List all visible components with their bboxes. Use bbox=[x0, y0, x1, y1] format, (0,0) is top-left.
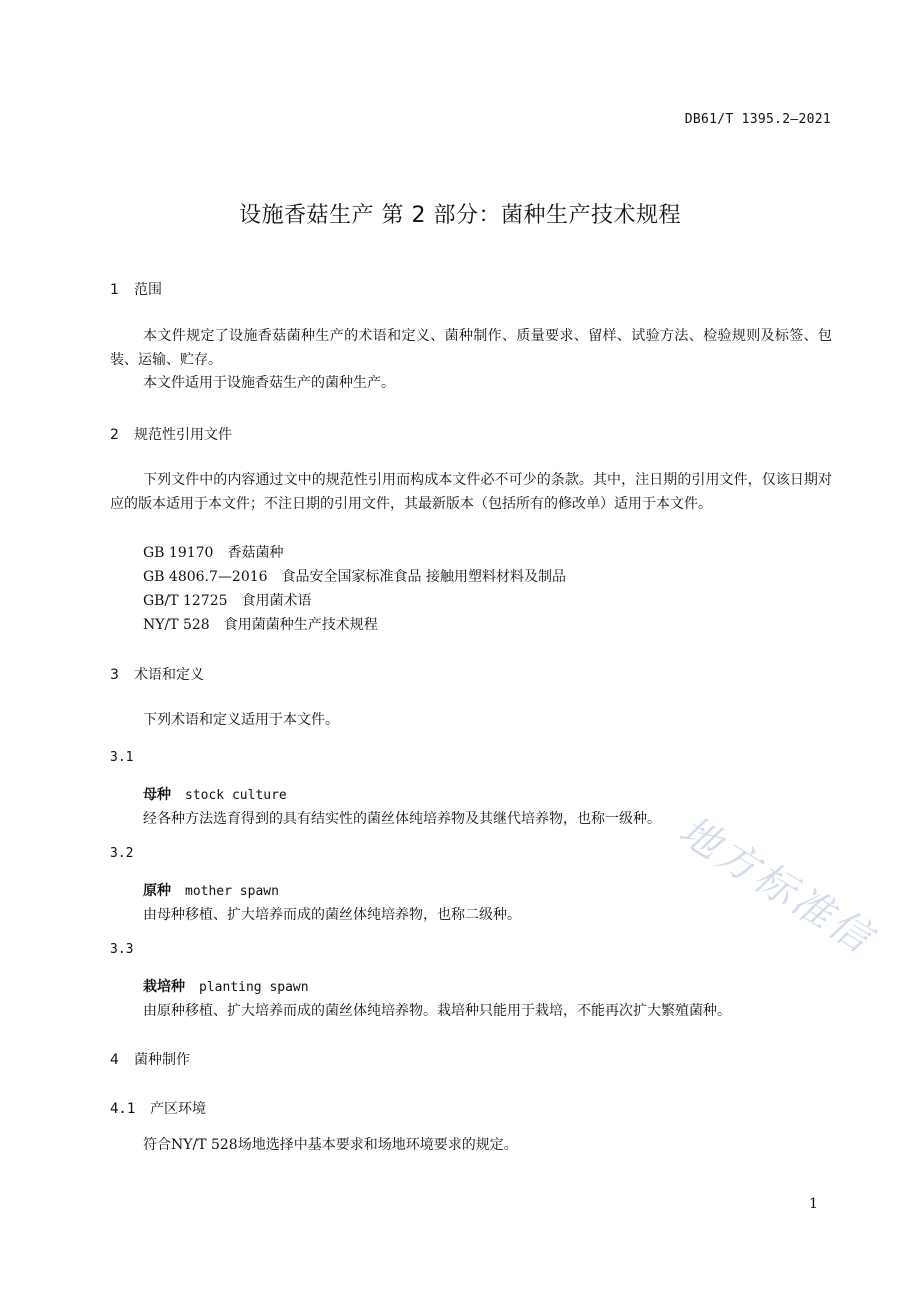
term-definition: 经各种方法选育得到的具有结实性的菌丝体纯培养物及其继代培养物，也称一级种。 bbox=[143, 811, 661, 827]
reference-code: GB 19170 bbox=[143, 545, 214, 561]
section-4-heading bbox=[110, 1049, 190, 1069]
term-en: stock culture bbox=[185, 788, 287, 803]
term-zh: 母种 bbox=[143, 787, 171, 803]
term-number: 3.2 bbox=[110, 846, 134, 861]
section-2-heading bbox=[110, 424, 232, 444]
subsection-title: 产区环境 bbox=[150, 1101, 206, 1117]
term-zh: 原种 bbox=[143, 883, 171, 899]
term-heading bbox=[143, 976, 309, 996]
section-number: 1 bbox=[110, 282, 119, 298]
reference-name: 食用菌术语 bbox=[241, 593, 312, 609]
term-number: 3.3 bbox=[110, 942, 134, 957]
document-title: 设施香菇生产 第 2 部分：菌种生产技术规程 bbox=[239, 203, 681, 228]
reference-code: NY/T 528 bbox=[143, 617, 210, 633]
term-definition: 由原种移植、扩大培养而成的菌丝体纯培养物。栽培种只能用于栽培，不能再次扩大繁殖菌种。 bbox=[143, 1003, 731, 1019]
section-number: 3 bbox=[110, 667, 119, 683]
term-definition: 由母种移植、扩大培养而成的菌丝体纯培养物，也称二级种。 bbox=[143, 907, 521, 923]
subsection-number: 4.1 bbox=[110, 1101, 136, 1117]
section-3-heading bbox=[110, 664, 204, 684]
reference-item bbox=[143, 566, 566, 586]
reference-name: 食用菌菌种生产技术规程 bbox=[223, 617, 378, 633]
section-1-heading bbox=[110, 279, 162, 299]
section-title: 范围 bbox=[134, 282, 162, 298]
watermark: 地方标准信 bbox=[670, 807, 882, 964]
reference-item bbox=[143, 590, 312, 610]
section-1-paragraph-2: 本文件适用于设施香菇生产的菌种生产。 bbox=[143, 375, 395, 391]
reference-item bbox=[143, 614, 378, 634]
term-en: mother spawn bbox=[185, 884, 279, 899]
section-title: 术语和定义 bbox=[134, 667, 204, 683]
section-2-paragraph-1: 下列文件中的内容通过文中的规范性引用而构成本文件必不可少的条款。其中，注日期的引用文件，仅该日期对应的版本适用于本文件；不注日期的引用文件，其最新版本（包括所有的修改单）适用于本文件。 bbox=[110, 472, 832, 512]
section-number: 4 bbox=[110, 1052, 119, 1068]
section-number: 2 bbox=[110, 427, 119, 443]
reference-name: 食品安全国家标准食品 接触用塑料材料及制品 bbox=[281, 569, 566, 585]
subsection-4-1-heading bbox=[110, 1098, 206, 1118]
reference-name: 香菇菌种 bbox=[227, 545, 284, 561]
term-heading bbox=[143, 784, 287, 804]
standard-code: DB61/T 1395.2—2021 bbox=[684, 112, 831, 127]
term-zh: 栽培种 bbox=[143, 979, 185, 995]
subsection-4-1-paragraph: 符合NY/T 528场地选择中基本要求和场地环境要求的规定。 bbox=[143, 1137, 518, 1153]
page-number: 1 bbox=[809, 1196, 818, 1212]
term-number: 3.1 bbox=[110, 750, 134, 765]
section-title: 规范性引用文件 bbox=[134, 427, 232, 443]
reference-code: GB 4806.7—2016 bbox=[143, 569, 268, 585]
section-1-paragraph-1: 本文件规定了设施香菇菌种生产的术语和定义、菌种制作、质量要求、留样、试验方法、检验规则及标签、包装、运输、贮存。 bbox=[110, 328, 832, 368]
section-3-paragraph-1: 下列术语和定义适用于本文件。 bbox=[143, 712, 339, 728]
reference-code: GB/T 12725 bbox=[143, 593, 228, 609]
term-heading bbox=[143, 880, 279, 900]
term-en: planting spawn bbox=[199, 980, 309, 995]
reference-item bbox=[143, 542, 283, 562]
section-title: 菌种制作 bbox=[134, 1052, 190, 1068]
